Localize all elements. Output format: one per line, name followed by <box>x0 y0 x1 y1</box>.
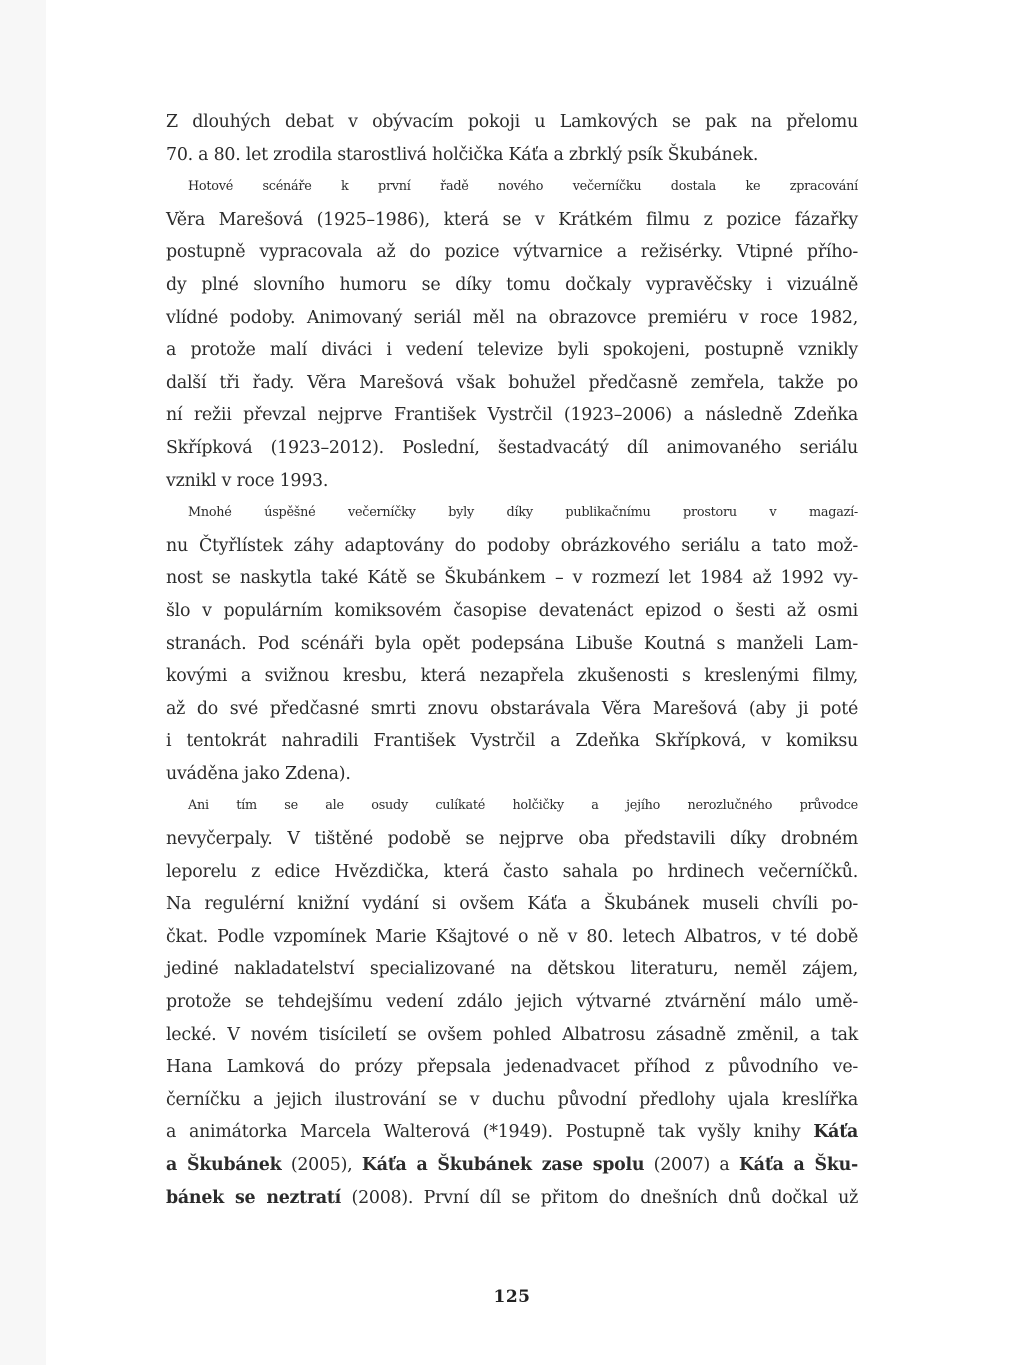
book-title: Káťa a Šku- <box>738 1155 858 1175</box>
text-span: (2005), <box>281 1155 362 1175</box>
text-line: další tři řady. Věra Marešová však bohužel předčasně zemřela, takže po <box>166 372 858 393</box>
text-line: i tentokrát nahradili František Vystrčil a Zdeňka Skřípková, v komiksu <box>166 731 858 752</box>
text-line: Skřípková (1923–2012). Poslední, šestadvacátý díl animovaného seriálu <box>166 437 858 458</box>
text-line: Na regulérní knižní vydání si ovšem Káťa a Škubánek museli chvíli po- <box>166 894 858 915</box>
text-line: Z dlouhých debat v obývacím pokoji u Lamkových se pak na přelomu <box>166 112 858 132</box>
text-line: jediné nakladatelství specializované na dětskou literaturu, neměl zájem, <box>166 959 858 980</box>
text-line: vlídné podoby. Animovaný seriál měl na obrazovce premiéru v roce 1982, <box>166 307 858 328</box>
page-margin-shade <box>0 0 46 1365</box>
text-line: 70. a 80. let zrodila starostlivá holčička Káťa a zbrklý psík Škubánek. <box>166 144 759 165</box>
text-span: (2008). První díl se přitom do dnešních dnů dočkal už <box>341 1187 858 1208</box>
book-title: Káťa <box>813 1122 858 1143</box>
text-line: stranách. Pod scénáři byla opět podepsána Libuše Koutná s manželi Lam- <box>166 633 858 654</box>
text-span: a animátorka Marcela Walterová (*1949). Postupně tak vyšly knihy <box>166 1122 814 1143</box>
text-line: protože se tehdejšímu vedení zdálo jejich výtvarné ztvárnění málo umě- <box>166 992 858 1013</box>
book-title: Káťa a Škubánek zase spolu <box>361 1155 645 1175</box>
body-text <box>166 106 858 1214</box>
text-line: nevyčerpaly. V tištěné podobě se nejprve oba představili díky drobném <box>166 829 858 850</box>
book-title: a Škubánek <box>166 1155 282 1175</box>
text-line: šlo v populárním komiksovém časopise devatenáct epizod o šesti až osmi <box>166 600 858 621</box>
text-line <box>166 1149 858 1182</box>
text-line: nost se naskytla také Kátě se Škubánkem – v rozmezí let 1984 až 1992 vy- <box>166 568 858 589</box>
text-line: Hana Lamková do prózy přepsala jedenadvacet příhod z původního ve- <box>166 1057 858 1078</box>
text-line: Hotové scénáře k první řadě nového večerníčku dostala ke zpracování <box>188 179 858 195</box>
text-line: lecké. V novém tisíciletí se ovšem pohled Albatrosu zásadně změnil, a tak <box>166 1024 858 1045</box>
book-title: bánek se neztratí <box>166 1187 342 1208</box>
text-line <box>166 1182 858 1215</box>
text-line: Ani tím se ale osudy culíkaté holčičky a jejího nerozlučného průvodce <box>188 798 858 814</box>
text-line: kovými a svižnou kresbu, která nezapřela zkušenosti s kreslenými filmy, <box>166 666 858 687</box>
text-line: až do své předčasné smrti znovu obstarávala Věra Marešová (aby ji poté <box>166 698 858 719</box>
text-line: dy plné slovního humoru se díky tomu dočkaly vypravěčsky i vizuálně <box>166 274 858 295</box>
page-number: 125 <box>493 1287 531 1307</box>
text-line: Věra Marešová (1925–1986), která se v Krátkém filmu z pozice fázařky <box>166 209 858 230</box>
text-line: postupně vypracovala až do pozice výtvarnice a režisérky. Vtipné přího- <box>166 242 858 263</box>
text-line <box>166 1116 858 1149</box>
text-line: ní režii převzal nejprve František Vystrčil (1923–2006) a následně Zdeňka <box>166 405 858 426</box>
text-line: Mnohé úspěšné večerníčky byly díky publikačnímu prostoru v magazí- <box>188 505 858 521</box>
text-line: čkat. Podle vzpomínek Marie Kšajtové o ně v 80. letech Albatros, v té době <box>166 926 858 947</box>
text-line: nu Čtyřlístek záhy adaptovány do podoby obrázkového seriálu a tato mož- <box>166 535 858 556</box>
text-line: černíčku a jejich ilustrování se v duchu původní předlohy ujala kreslířka <box>166 1089 858 1110</box>
text-span: (2007) a <box>644 1155 739 1175</box>
text-line: vznikl v roce 1993. <box>166 470 329 491</box>
text-line: a protože malí diváci i vedení televize byli spokojeni, postupně vznikly <box>166 340 858 361</box>
text-line: uváděna jako Zdena). <box>166 763 351 784</box>
text-line: leporelu z edice Hvězdička, která často sahala po hrdinech večerníčků. <box>166 861 858 882</box>
